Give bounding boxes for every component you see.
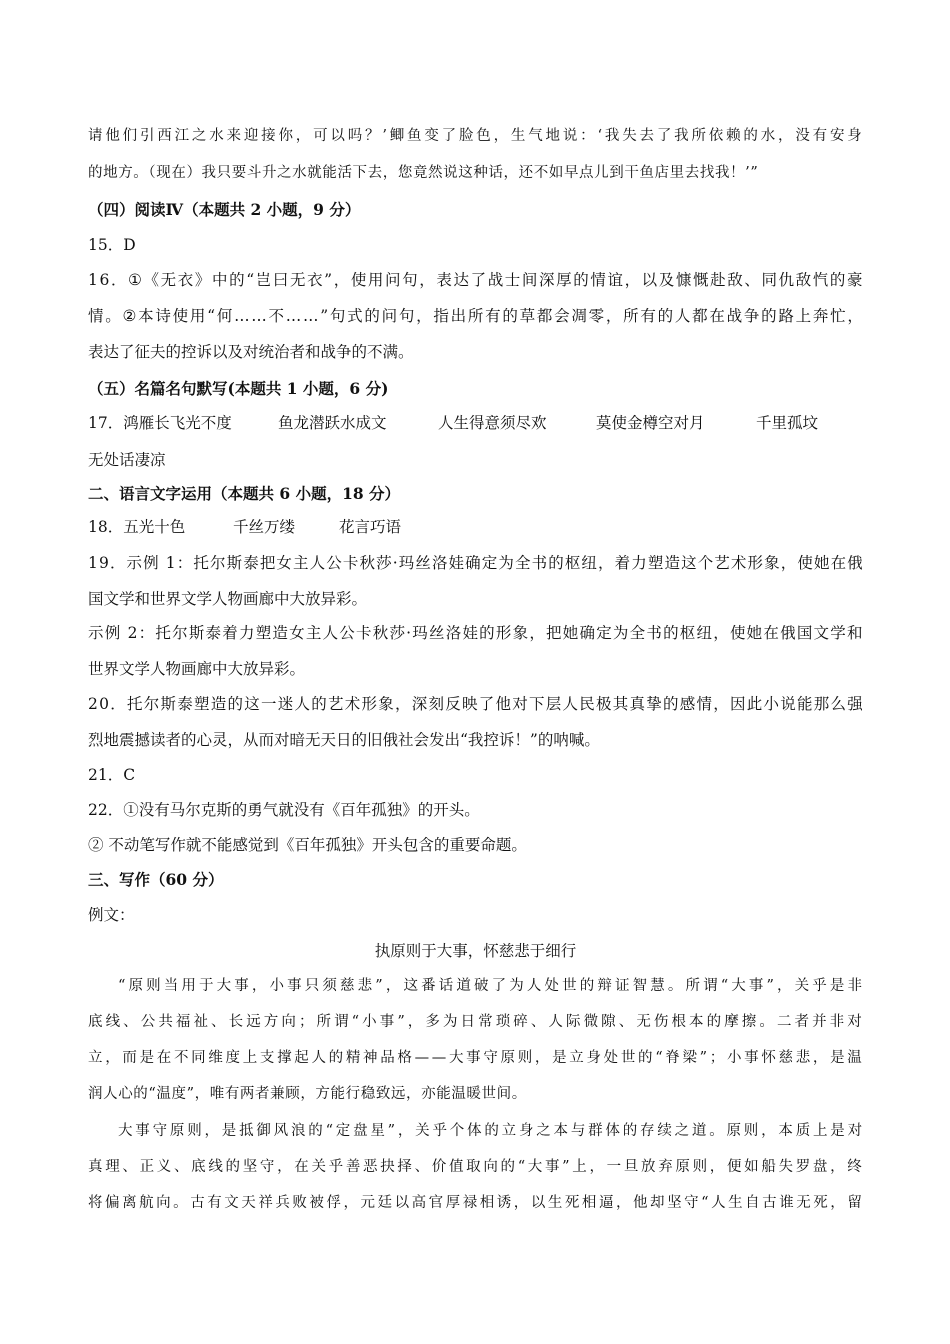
part-2-heading: 二、语言文字运用（本题共 6 小题，18 分） bbox=[88, 484, 401, 503]
answer-18-row bbox=[88, 509, 401, 545]
answer-15: 15．D bbox=[88, 236, 136, 254]
section-4-heading: （四）阅读Ⅳ（本题共 2 小题，9 分） bbox=[88, 200, 361, 219]
answer-22-line-2: ② 不动笔写作就不能感觉到《百年孤独》开头包含的重要命题。 bbox=[88, 836, 527, 854]
essay-p1-line-4: 润人心的“温度”，唯有两者兼顾，方能行稳致远，亦能温暖世间。 bbox=[88, 1086, 527, 1102]
answer-17-item: 17．鸿雁长飞光不度 bbox=[88, 414, 232, 432]
answer-22-line-1: 22．①没有马尔克斯的勇气就没有《百年孤独》的开头。 bbox=[88, 801, 480, 819]
answer-17-item: 人生得意须尽欢 bbox=[438, 414, 547, 432]
answer-21: 21．C bbox=[88, 766, 136, 784]
answer-17-item: 莫使金樽空对月 bbox=[596, 414, 705, 432]
essay-p1-line-3: 立 ， 而 是 在 不 同 维 度 上 支 撑 起 人 的 精 神 品 格 — — 大 事 守 原 则 ， 是 立 身 处 世 的 “ 脊 梁 ” ； 小 事 怀 慈 悲 ， 是 温 bbox=[88, 1050, 863, 1066]
essay-p2-line-3: 将 偏 离 航 向 。 古 有 文 天 祥 兵 败 被 俘 ， 元 廷 以 高 官 厚 禄 相 诱 ， 以 生 死 相 逼 ， 他 却 坚 守 “ 人 生 自 古 谁 无 死 ， 留 bbox=[88, 1195, 863, 1211]
essay-title: 执原则于大事，怀慈悲于细行 bbox=[374, 942, 577, 960]
passage-line-2: 的地方。（现在）我只要斗升之水就能活下去，您竟然说这种话，还不如早点儿到干鱼店里去找我！’” bbox=[88, 165, 759, 181]
answer-19-line-2: 国文学和世界文学人物画廊中大放异彩。 bbox=[88, 590, 368, 608]
answer-18-item: 花言巧语 bbox=[339, 518, 402, 536]
essay-p1-line-2: 底 线 、 公 共 福 祉 、 长 远 方 向 ； 所 谓 “ 小 事 ” ， 多 为 日 常 琐 碎 、 人 际 微 隙 、 无 伤 根 本 的 摩 擦 。 二 者 并 非 对 bbox=[88, 1014, 863, 1030]
answer-18-item: 18．五光十色 bbox=[88, 518, 186, 536]
answer-16-line-1: 1 6 ． ① 《 无 衣 》 中 的 “ 岂 曰 无 衣 ” ， 使 用 问 句 ， 表 达 了 战 士 间 深 厚 的 情 谊 ， 以 及 慷 慨 赴 敌 、 同 仇 敌 忾 的 豪 bbox=[88, 271, 863, 289]
example-label: 例文： bbox=[88, 906, 135, 924]
answer-20-line-1: 2 0 ． 托 尔 斯 泰 塑 造 的 这 一 迷 人 的 艺 术 形 象 ， 深 刻 反 映 了 他 对 下 层 人 民 极 其 真 挚 的 感 情 ， 因 此 小 说 能 那 么 强 bbox=[88, 695, 863, 713]
answer-17-item: 千里孤坟 bbox=[756, 414, 819, 432]
answer-17-row bbox=[88, 405, 818, 441]
essay-p2-line-2: 真 理 、 正 义 、 底 线 的 坚 守 ， 在 关 乎 善 恶 抉 择 、 价 值 取 向 的 “ 大 事 ” 上 ， 一 旦 放 弃 原 则 ， 便 如 船 失 罗 盘 ， 终 bbox=[88, 1159, 863, 1175]
essay-p2-line-1: 大 事 守 原 则 ， 是 抵 御 风 浪 的 “ 定 盘 星 ” ， 关 乎 个 体 的 立 身 之 本 与 群 体 的 存 续 之 道 。 原 则 ， 本 质 上 是 对 bbox=[118, 1123, 863, 1139]
part-3-heading: 三、写作（60 分） bbox=[88, 870, 224, 889]
answer-19-line-1: 1 9 ． 示 例 1 ： 托 尔 斯 泰 把 女 主 人 公 卡 秋 莎 · 玛 丝 洛 娃 确 定 为 全 书 的 枢 纽 ， 着 力 塑 造 这 个 艺 术 形 象 ， 使 她 在 俄 bbox=[88, 554, 863, 572]
answer-17-item: 鱼龙潜跃水成文 bbox=[278, 414, 387, 432]
essay-p1-line-1: “ 原 则 当 用 于 大 事 ， 小 事 只 须 慈 悲 ” ， 这 番 话 道 破 了 为 人 处 世 的 辩 证 智 慧 。 所 谓 “ 大 事 ” ， 关 乎 是 非 bbox=[118, 978, 863, 994]
answer-19-line-4: 世界文学人物画廊中大放异彩。 bbox=[88, 660, 306, 678]
answer-16-line-3: 表达了征夫的控诉以及对统治者和战争的不满。 bbox=[88, 343, 414, 361]
answer-16-line-2: 情 。 ② 本 诗 使 用 “ 何 … … 不 … … ” 句 式 的 问 句 ， 指 出 所 有 的 草 都 会 凋 零 ， 所 有 的 人 都 在 战 争 的 路 上 奔 忙 ， bbox=[88, 307, 863, 325]
answer-19-line-3: 示 例 2 ： 托 尔 斯 泰 着 力 塑 造 女 主 人 公 卡 秋 莎 · 玛 丝 洛 娃 的 形 象 ， 把 她 确 定 为 全 书 的 枢 纽 ， 使 她 在 俄 国 文 学 和 bbox=[88, 624, 863, 642]
section-5-heading: （五）名篇名句默写(本题共 1 小题，6 分) bbox=[88, 379, 389, 398]
passage-line-1: 请 他 们 引 西 江 之 水 来 迎 接 你 ， 可 以 吗 ？ ’ 鲫 鱼 变 了 脸 色 ， 生 气 地 说 ： ‘ 我 失 去 了 我 所 依 赖 的 水 ， 没 有 安 身 bbox=[88, 128, 863, 144]
answer-20-line-2: 烈地震撼读者的心灵，从而对暗无天日的旧俄社会发出“我控诉！”的呐喊。 bbox=[88, 731, 600, 749]
answer-17-continued: 无处话凄凉 bbox=[88, 451, 166, 469]
answer-18-item: 千丝万缕 bbox=[233, 518, 296, 536]
